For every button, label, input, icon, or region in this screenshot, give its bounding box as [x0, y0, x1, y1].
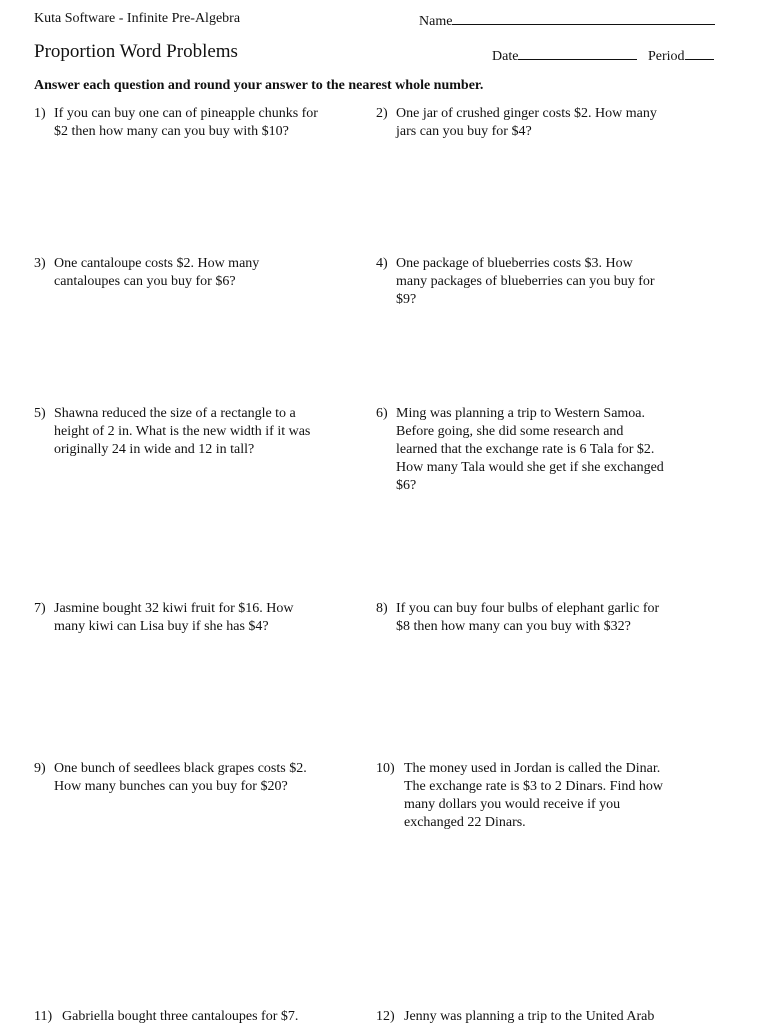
problem-text: One jar of crushed ginger costs $2. How many jars can you buy for $4? [396, 106, 657, 139]
problem-number: 2) [376, 106, 388, 121]
problem-number: 8) [376, 601, 388, 616]
problem-text: Jenny was planning a trip to the United Arab [404, 1009, 655, 1024]
problem-text: If you can buy four bulbs of elephant garlic for $8 then how many can you buy with $32? [396, 601, 660, 634]
instructions: Answer each question and round your answer to the nearest whole number. [34, 78, 484, 93]
problem-number: 7) [34, 601, 46, 616]
name-label: Name [419, 14, 453, 29]
problem-number: 10) [376, 761, 395, 776]
problem-text: If you can buy one can of pineapple chunks for $2 then how many can you buy with $10? [54, 106, 318, 139]
problem-text: Ming was planning a trip to Western Samoa. Before going, she did some research and learned that the exchange rate is 6 Tala for $2. How many Tala would she get if she exchanged $6? [396, 406, 664, 493]
software-label: Kuta Software - Infinite Pre-Algebra [34, 11, 241, 26]
problem-text: Jasmine bought 32 kiwi fruit for $16. How many kiwi can Lisa buy if she has $4? [54, 601, 294, 634]
problem-text: One bunch of seedlees black grapes costs $2. How many bunches can you buy for $20? [54, 761, 307, 794]
problem-text: The money used in Jordan is called the Dinar. The exchange rate is $3 to 2 Dinars. Find how many dollars you would receive if you exchanged 22 Dinars. [404, 761, 663, 830]
problem-number: 11) [34, 1009, 53, 1024]
date-label: Date [492, 49, 519, 64]
problem-number: 6) [376, 406, 388, 421]
problem-number: 12) [376, 1009, 395, 1024]
period-line[interactable] [685, 46, 714, 60]
problem-number: 5) [34, 406, 46, 421]
problem-number: 4) [376, 256, 388, 271]
name-field[interactable] [419, 11, 715, 30]
period-label: Period [648, 49, 685, 64]
problem-number: 1) [34, 106, 46, 121]
date-field[interactable] [492, 46, 637, 65]
problem-number: 3) [34, 256, 46, 271]
worksheet-title: Proportion Word Problems [34, 41, 238, 62]
problem-text: One package of blueberries costs $3. How many packages of blueberries can you buy for $9? [396, 256, 655, 307]
period-field[interactable] [648, 46, 714, 65]
problem-text: One cantaloupe costs $2. How many cantaloupes can you buy for $6? [54, 256, 260, 289]
problem-text: Gabriella bought three cantaloupes for $7. [62, 1009, 299, 1024]
name-line[interactable] [452, 11, 715, 25]
date-line[interactable] [518, 46, 637, 60]
problem-number: 9) [34, 761, 46, 776]
problem-text: Shawna reduced the size of a rectangle to a height of 2 in. What is the new width if it was originally 24 in wide and 12 in tall? [54, 406, 311, 457]
